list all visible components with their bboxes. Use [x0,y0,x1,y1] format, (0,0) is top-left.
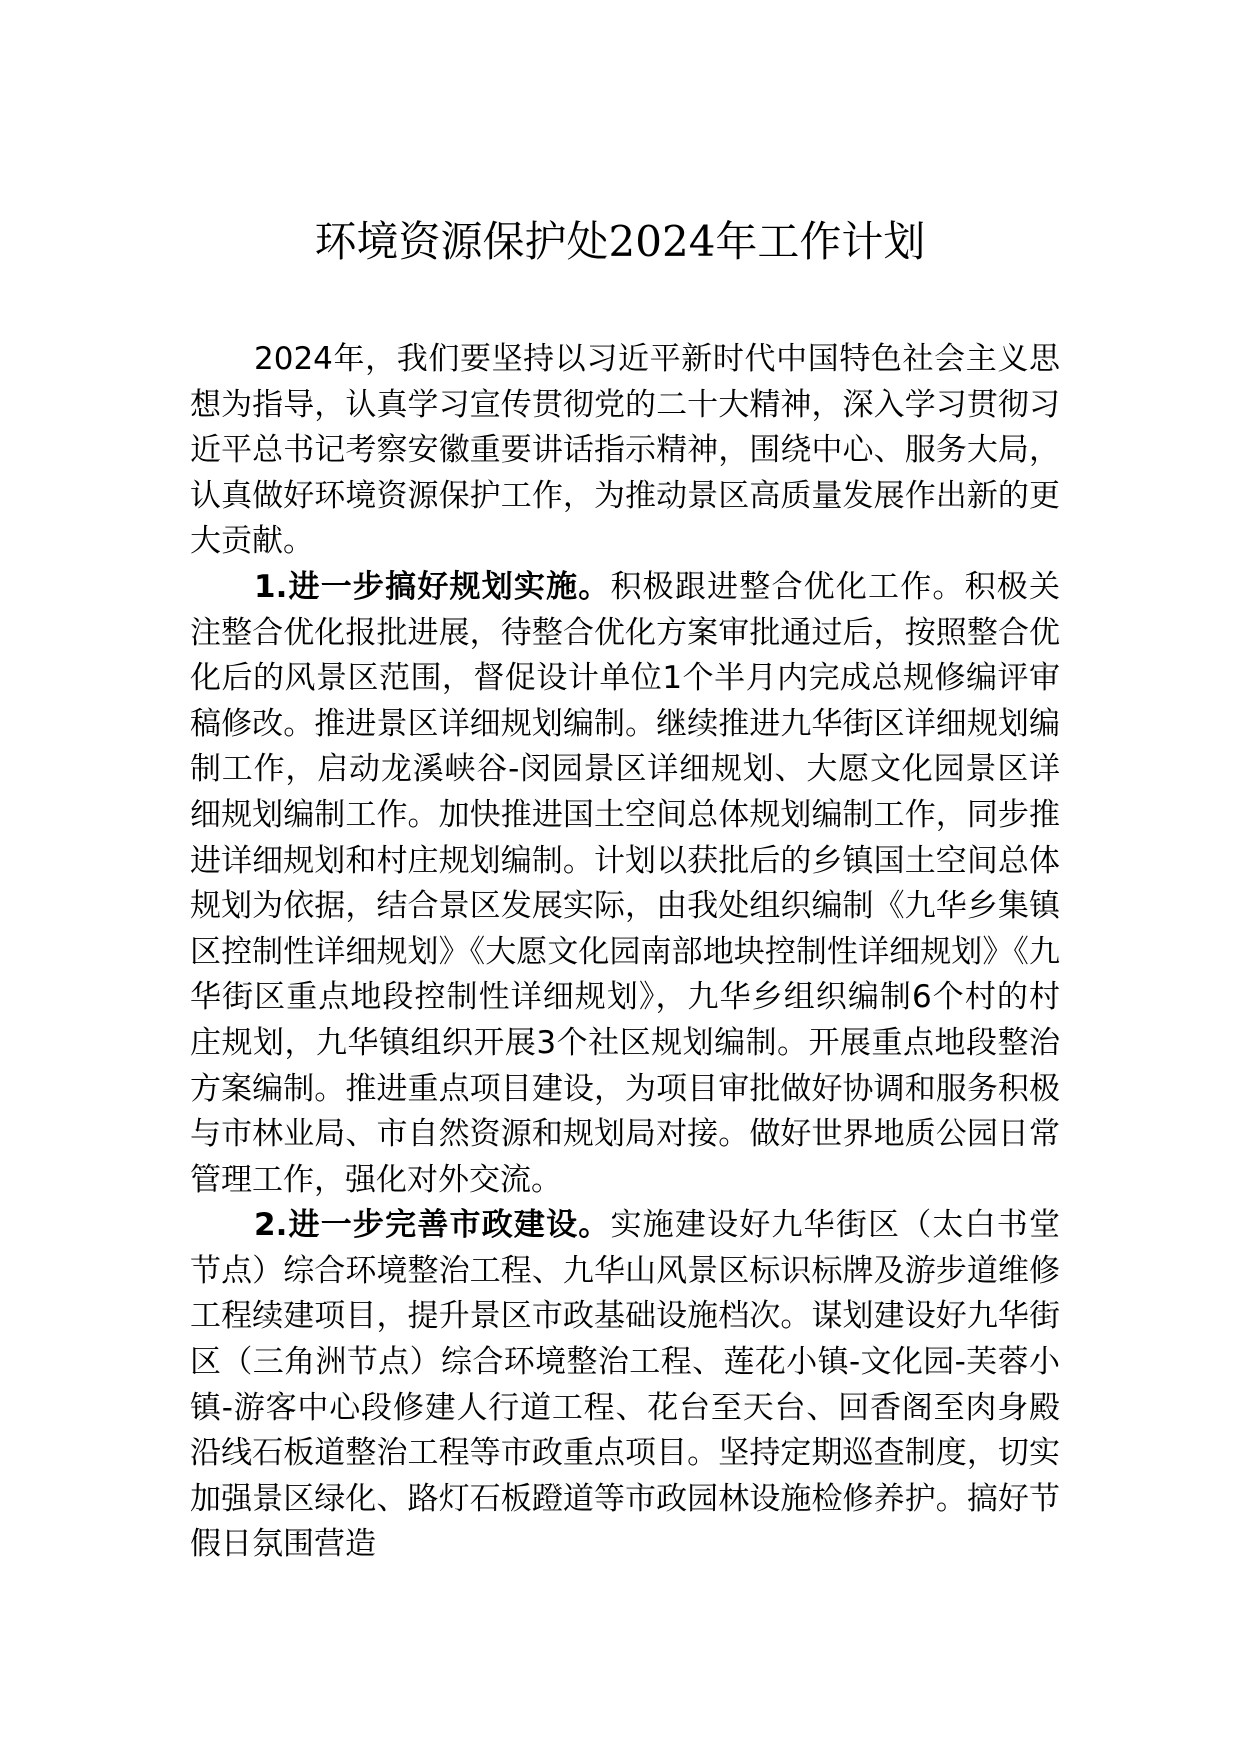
document-body [190,337,1060,1568]
intro-paragraph: 2024年，我们要坚持以习近平新时代中国特色社会主义思想为指导，认真学习宣传贯彻党的二十大精神，深入学习贯彻习近平总书记考察安徽重要讲话指示精神，围绕中心、服务大局，认真做好环境资源保护工作，为推动景区高质量发展作出新的更大贡献。 [190,341,1060,560]
section-paragraph-1 [190,565,1060,1203]
section-heading-1: 1.进一步搞好规划实施。 [254,568,611,605]
section-text-1: 积极跟进整合优化工作。积极关注整合优化报批进展，待整合优化方案审批通过后，按照整合优化后的风景区范围，督促设计单位1个半月内完成总规修编评审稿修改。推进景区详细规划编制。继续推进九华街区详细规划编制工作，启动龙溪峡谷-闵园景区详细规划、大愿文化园景区详细规划编制工作。加快推进国土空间总体规划编制工作，同步推进详细规划和村庄规划编制。计划以获批后的乡镇国土空间总体规划为依据，结合景区发展实际，由我处组织编制《九华乡集镇区控制性详细规划》《大愿文化园南部地块控制性详细规划》《九华街区重点地段控制性详细规划》，九华乡组织编制6个村的村庄规划，九华镇组织开展3个社区规划编制。开展重点地段整治方案编制。推进重点项目建设，为项目审批做好协调和服务积极与市林业局、市自然资源和规划局对接。做好世界地质公园日常管理工作，强化对外交流。 [190,568,1060,1198]
section-heading-2: 2.进一步完善市政建设。 [254,1207,611,1244]
section-paragraph-2 [190,1203,1060,1568]
document-title: 环境资源保护处2024年工作计划 [314,217,926,266]
section-text-2: 实施建设好九华街区（太白书堂节点）综合环境整治工程、九华山风景区标识标牌及游步道维修工程续建项目，提升景区市政基础设施档次。谋划建设好九华街区（三角洲节点）综合环境整治工程、莲花小镇-文化园-芙蓉小镇-游客中心段修建人行道工程、花台至天台、回香阁至肉身殿沿线石板道整治工程等市政重点项目。坚持定期巡查制度，切实加强景区绿化、路灯石板蹬道等市政园林设施检修养护。搞好节假日氛围营造 [190,1207,1060,1563]
